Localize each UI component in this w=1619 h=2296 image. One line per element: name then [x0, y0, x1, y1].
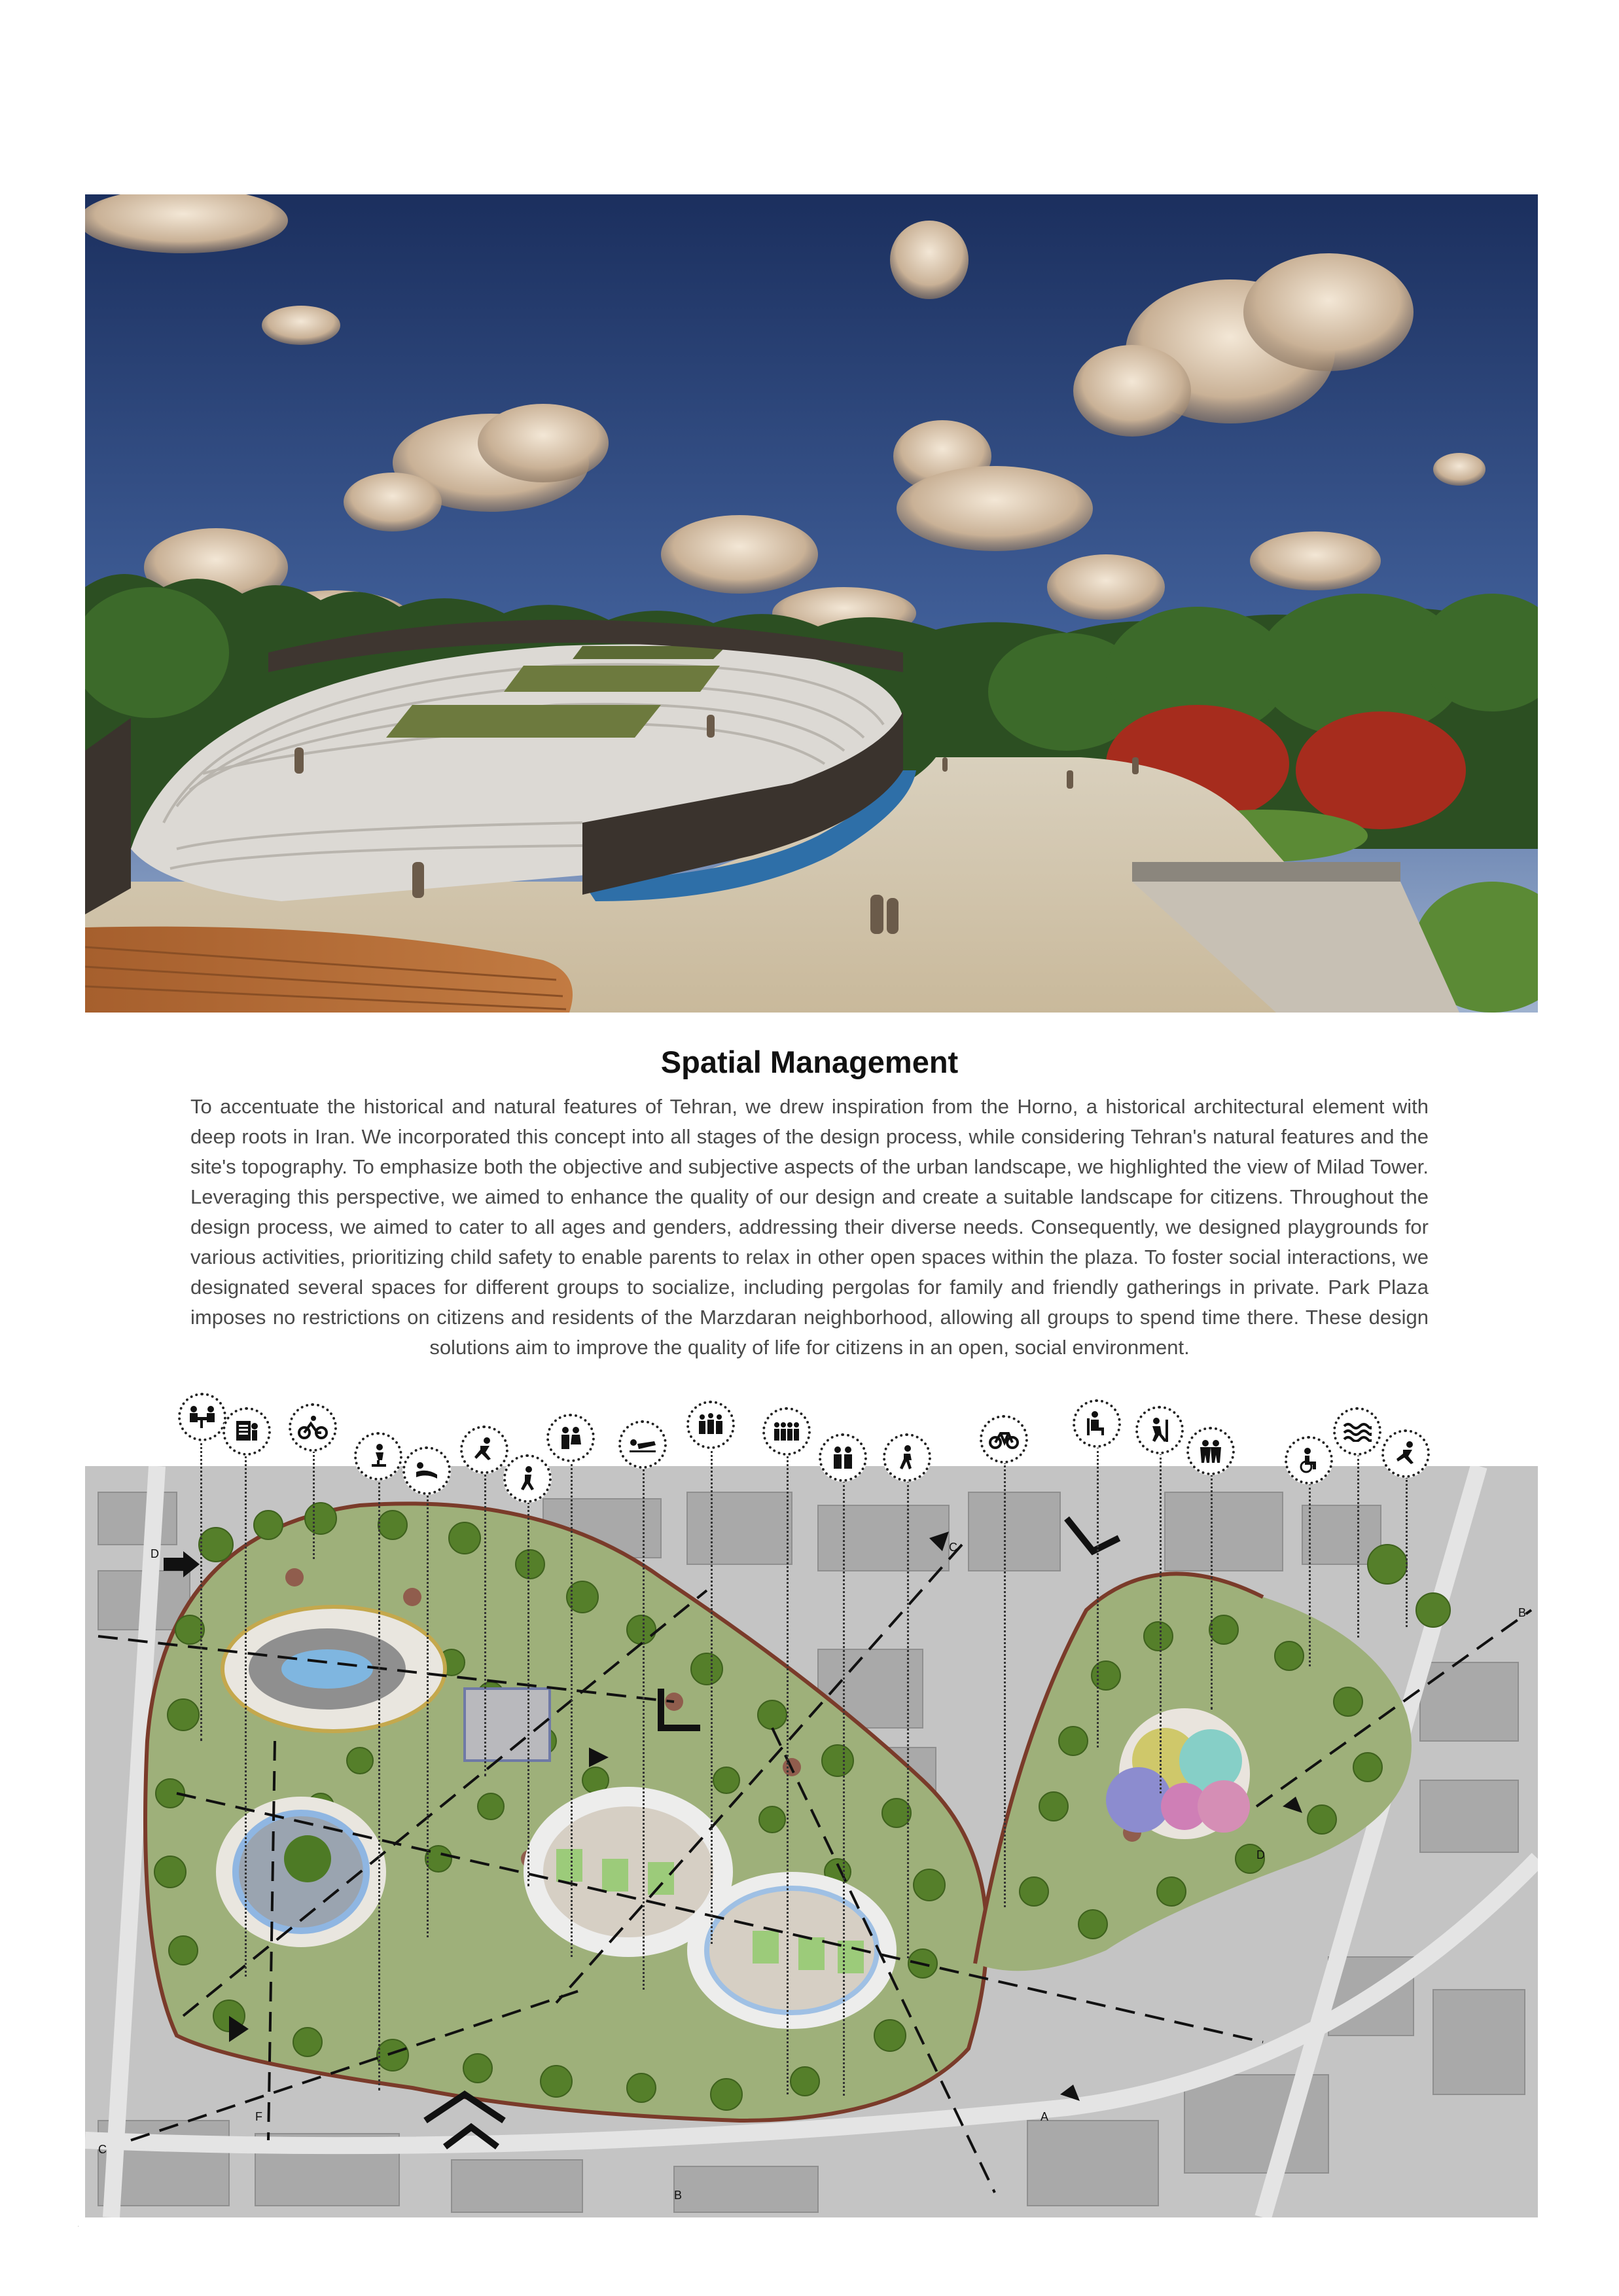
site-plan-image [85, 1466, 1538, 2217]
sprinting-icon [1381, 1429, 1430, 1478]
icon-leader-line [1211, 1474, 1213, 1710]
icon-leader-line [1097, 1446, 1099, 1748]
couple-icon [819, 1433, 867, 1482]
resting-icon [402, 1446, 451, 1495]
walking-icon [883, 1433, 931, 1482]
running-icon [460, 1426, 508, 1474]
group-icon [686, 1401, 735, 1449]
icon-leader-line [427, 1479, 429, 1937]
playing-icon [503, 1454, 552, 1503]
wheelchair-icon [1285, 1436, 1333, 1484]
lying-icon [618, 1420, 667, 1469]
page-mark: · [77, 2223, 80, 2230]
icon-leader-line [907, 1480, 909, 1958]
climbing-icon [1135, 1406, 1184, 1454]
icon-leader-line [711, 1446, 713, 1944]
icon-leader-line [527, 1494, 529, 1886]
icon-leader-line [245, 1440, 247, 1977]
icon-leader-line [1160, 1453, 1162, 1793]
icon-leader-line [1309, 1483, 1311, 1666]
svg-text:D: D [151, 1547, 159, 1560]
svg-text:D: D [1256, 1848, 1265, 1861]
icon-leader-line [787, 1453, 789, 2094]
svg-text:C: C [98, 2143, 107, 2156]
body-paragraph: To accentuate the historical and natural features of Tehran, we drew inspiration from the Horno, a historical architectural element with deep roots in Iran. We incorporated this concept into all stages of the design process, while considering Tehran's natural features and the site's topography. To emphasize both the objective and subjective aspects of the urban landscape, we highlighted the view of Milad Tower. Leveraging this perspective, we aimed to enhance the quality of our design and create a suitable landscape for citizens. Throughout the design process, we aimed to cater to all ages and genders, addressing their diverse needs. Consequently, we designed playgrounds for various activities, prioritizing child safety to enable parents to relax in other open spaces within the plaza. To foster social interactions, we designated several spaces for different groups to socialize, including pergolas for family and friendly gatherings in private. Park Plaza imposes no restrictions on citizens and residents of the Marzdaran neighborhood, allowing all groups to spend time there. These design solutions aim to improve the quality of life for citizens in an open, social environment. [190, 1095, 1429, 1359]
gathering-icon [178, 1393, 226, 1441]
svg-text:F: F [255, 2110, 262, 2123]
crowd-icon [762, 1407, 811, 1456]
icon-leader-line [378, 1462, 380, 2090]
icon-leader-line [1406, 1477, 1408, 1627]
water-icon [1333, 1407, 1381, 1456]
svg-text:C: C [949, 1541, 957, 1554]
icon-leader-line [200, 1427, 202, 1741]
icon-leader-line [484, 1462, 486, 1776]
icon-leader-line [843, 1480, 845, 2096]
reading-icon [222, 1407, 271, 1456]
sitting-icon [1073, 1399, 1121, 1448]
children-icon [1186, 1427, 1235, 1475]
icon-leader-line [643, 1466, 645, 1990]
icon-leader-line [1357, 1454, 1359, 1638]
skating-icon [354, 1432, 402, 1480]
svg-text:B: B [674, 2189, 683, 2202]
icon-leader-line [1004, 1462, 1006, 1907]
render-perspective-image [85, 194, 1538, 1013]
svg-text:B: B [1518, 1606, 1527, 1619]
section-title: Spatial Management [660, 1045, 959, 1079]
svg-text:A: A [1041, 2110, 1049, 2123]
cycling-icon [289, 1403, 337, 1452]
bike-icon [980, 1415, 1028, 1463]
icon-leader-line [571, 1460, 573, 1957]
family-icon [546, 1414, 595, 1462]
